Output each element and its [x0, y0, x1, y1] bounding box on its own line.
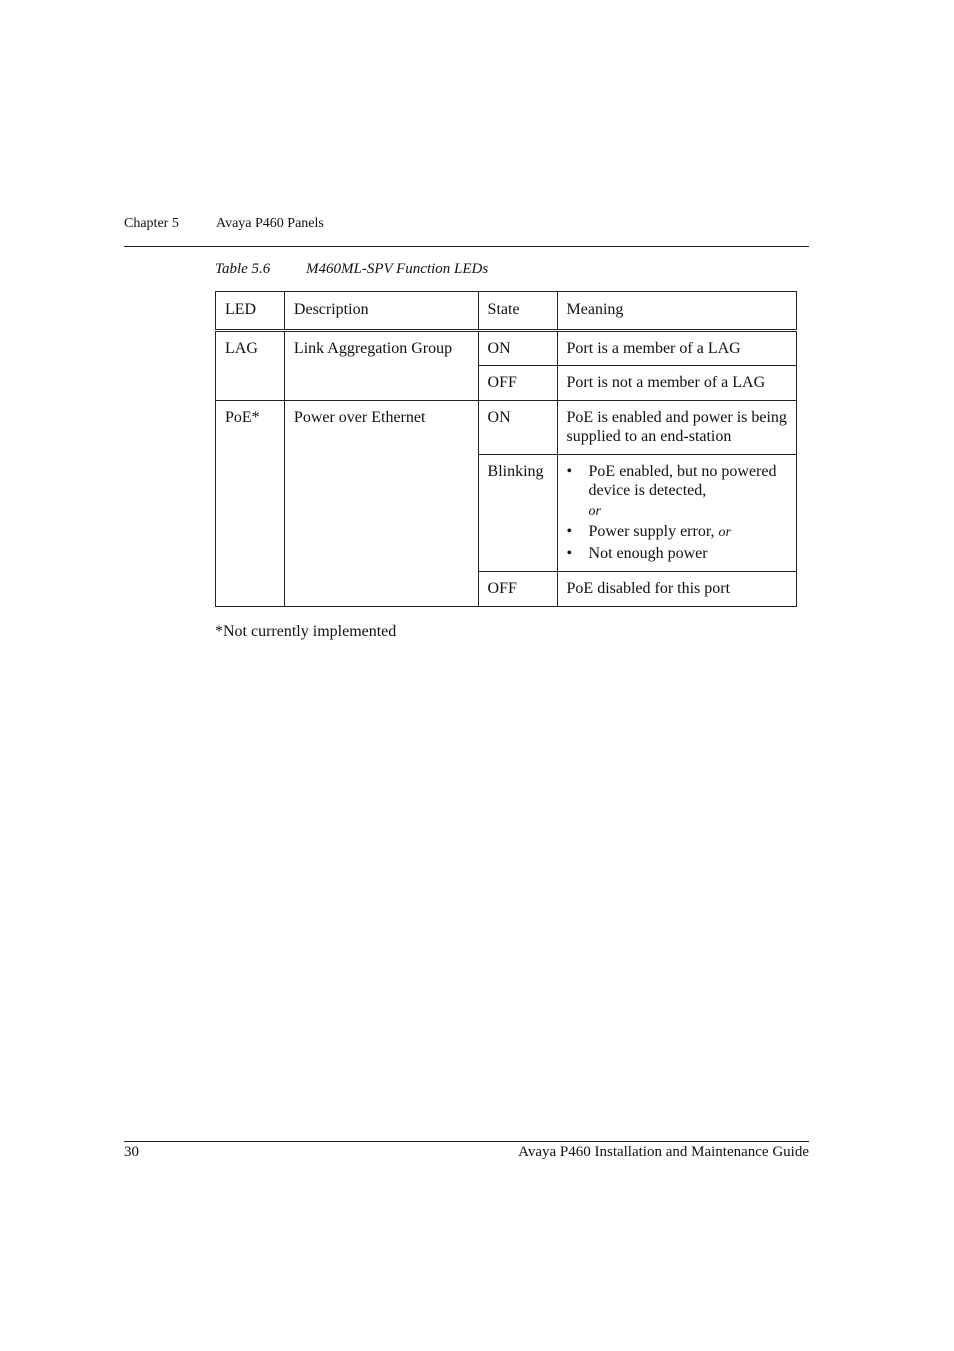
chapter-title: Avaya P460 Panels — [216, 216, 324, 231]
state-cell: ON — [478, 330, 557, 366]
bullet-icon: • — [566, 462, 573, 480]
meaning-cell — [557, 454, 796, 572]
list-item — [567, 544, 788, 564]
bullet-text: Not enough power — [588, 544, 708, 562]
table-title: M460ML-SPV Function LEDs — [306, 261, 489, 277]
table-header-row — [216, 292, 797, 331]
table-row — [216, 400, 797, 454]
chapter-number: Chapter 5 — [124, 216, 179, 231]
meaning-cell: Port is not a member of a LAG — [557, 366, 796, 401]
bullet-icon: • — [566, 523, 573, 540]
table-row — [216, 330, 797, 366]
state-cell: ON — [478, 400, 557, 454]
header-rule — [124, 246, 809, 247]
led-cell: PoE* — [216, 400, 285, 606]
book-title: Avaya P460 Installation and Maintenance Guide — [518, 1144, 809, 1160]
led-table — [215, 291, 797, 607]
header-led: LED — [216, 292, 285, 331]
state-cell: Blinking — [478, 454, 557, 572]
header-meaning: Meaning — [557, 292, 796, 331]
page-number: 30 — [124, 1144, 139, 1160]
led-cell: LAG — [216, 330, 285, 400]
bullet-icon: • — [566, 544, 573, 562]
meaning-cell: PoE disabled for this port — [557, 572, 796, 607]
bullet-text: PoE enabled, but no powered device is detected, — [588, 462, 777, 499]
table-footnote: *Not currently implemented — [215, 623, 397, 640]
list-item — [567, 522, 788, 543]
header-description: Description — [284, 292, 478, 331]
header-state: State — [478, 292, 557, 331]
description-cell: Power over Ethernet — [284, 400, 478, 606]
bullet-suffix: or — [718, 525, 731, 540]
list-item — [567, 462, 788, 522]
meaning-cell: Port is a member of a LAG — [557, 330, 796, 366]
bullet-suffix: or — [588, 503, 601, 519]
footer-rule — [124, 1141, 809, 1142]
state-cell: OFF — [478, 366, 557, 401]
bullet-text: Power supply error, — [588, 523, 715, 540]
meaning-cell: PoE is enabled and power is being supplied to an end-station — [557, 400, 796, 454]
state-cell: OFF — [478, 572, 557, 607]
description-cell: Link Aggregation Group — [284, 330, 478, 400]
meaning-bullet-list — [567, 462, 788, 564]
table-number: Table 5.6 — [215, 261, 271, 277]
